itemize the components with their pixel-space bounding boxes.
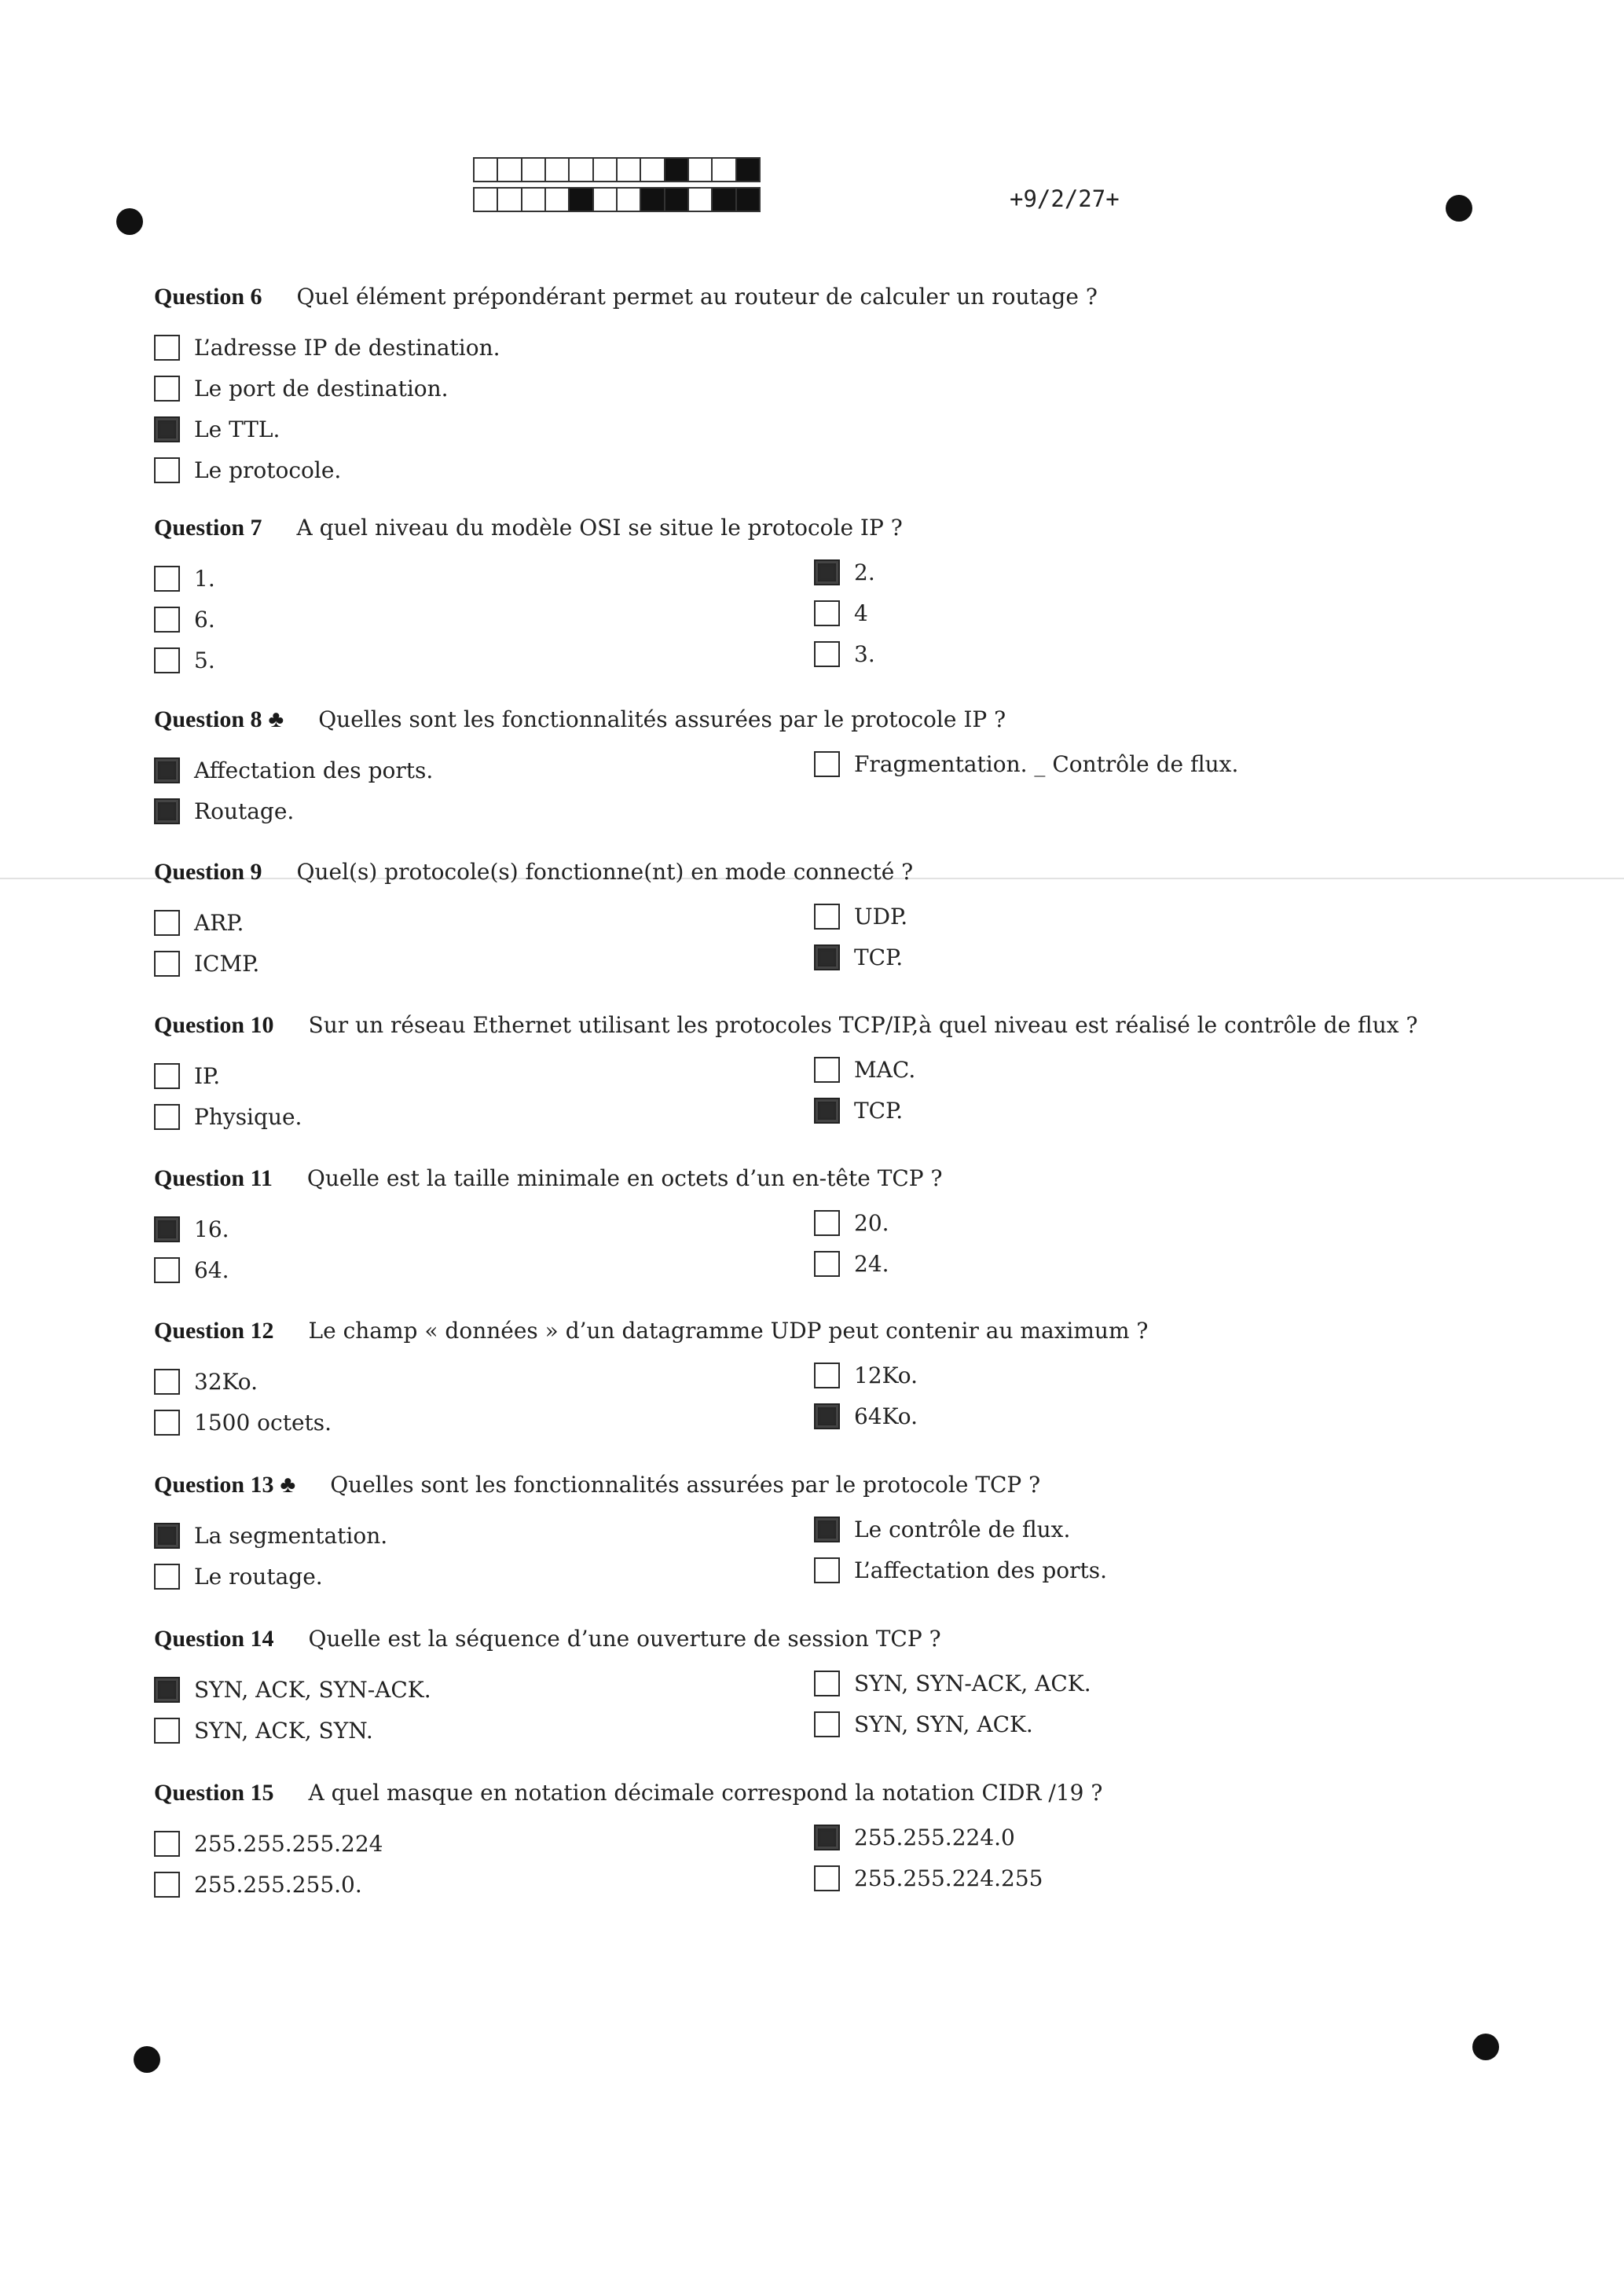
question-text: A quel masque en notation décimale correspond la notation CIDR /19 ? bbox=[308, 1780, 1103, 1806]
barcode-cell bbox=[737, 189, 759, 211]
checkbox-empty[interactable] bbox=[814, 1363, 840, 1388]
answer-label: Le contrôle de flux. bbox=[854, 1516, 1071, 1542]
question-text: Quelles sont les fonctionnalités assurées par le protocole TCP ? bbox=[330, 1472, 1041, 1498]
checkbox-checked[interactable] bbox=[154, 1216, 180, 1242]
question-number: Question 13 ♣ bbox=[154, 1472, 296, 1498]
question-header bbox=[154, 1469, 1490, 1501]
answer-choices bbox=[154, 327, 1490, 490]
question-text: Quelles sont les fonctionnalités assurées par le protocole IP ? bbox=[318, 706, 1006, 732]
answer-column-left bbox=[154, 1823, 814, 1905]
registration-mark-bottom-left bbox=[134, 2046, 160, 2073]
answer-option[interactable] bbox=[814, 937, 1474, 977]
answer-label: Le port de destination. bbox=[194, 375, 449, 402]
answer-label: La segmentation. bbox=[194, 1522, 388, 1549]
checkbox-checked[interactable] bbox=[814, 559, 840, 585]
answer-label: 255.255.255.224 bbox=[194, 1830, 383, 1857]
answer-label: Fragmentation. _ Contrôle de flux. bbox=[854, 750, 1239, 777]
answer-label: L’affectation des ports. bbox=[854, 1557, 1108, 1583]
checkbox-empty[interactable] bbox=[154, 376, 180, 402]
answer-choices bbox=[154, 1055, 1490, 1137]
barcode-cell bbox=[737, 159, 759, 181]
answer-column-left bbox=[154, 1361, 814, 1443]
answer-label: Affectation des ports. bbox=[194, 757, 434, 783]
question-block bbox=[154, 1010, 1490, 1137]
question-number: Question 14 bbox=[154, 1626, 274, 1652]
answer-option[interactable] bbox=[154, 640, 814, 680]
answer-choices bbox=[154, 1361, 1490, 1443]
question-number: Question 7 bbox=[154, 515, 262, 541]
checkbox-empty[interactable] bbox=[814, 1251, 840, 1277]
checkbox-empty[interactable] bbox=[814, 641, 840, 667]
barcode-cell bbox=[689, 159, 713, 181]
barcode-cell bbox=[665, 189, 689, 211]
checkbox-checked[interactable] bbox=[814, 1517, 840, 1542]
answer-option[interactable] bbox=[154, 599, 814, 640]
checkbox-empty[interactable] bbox=[154, 1369, 180, 1395]
answer-option[interactable] bbox=[154, 1096, 814, 1137]
answer-choices bbox=[154, 1209, 1490, 1290]
answer-label: 32Ko. bbox=[194, 1368, 258, 1395]
answer-label: 12Ko. bbox=[854, 1362, 918, 1388]
answer-option[interactable] bbox=[154, 1402, 814, 1443]
checkbox-checked[interactable] bbox=[814, 1825, 840, 1850]
answer-label: 64. bbox=[194, 1256, 229, 1283]
answer-choices bbox=[154, 1515, 1490, 1597]
barcode-cell bbox=[641, 189, 665, 211]
answer-column-left bbox=[154, 327, 814, 490]
checkbox-empty[interactable] bbox=[814, 751, 840, 777]
answer-option[interactable] bbox=[154, 1823, 814, 1864]
answer-column-left bbox=[154, 750, 814, 831]
answer-label: L’adresse IP de destination. bbox=[194, 334, 500, 361]
checkbox-empty[interactable] bbox=[814, 904, 840, 930]
barcode-cell bbox=[665, 159, 689, 181]
answer-label: 1500 octets. bbox=[194, 1409, 332, 1436]
barcode-cell bbox=[641, 159, 665, 181]
question-text: Quel(s) protocole(s) fonctionne(nt) en mode connecté ? bbox=[296, 859, 914, 885]
answer-option[interactable] bbox=[154, 1515, 814, 1556]
barcode-cell bbox=[570, 189, 593, 211]
barcode-cell bbox=[594, 189, 618, 211]
barcode-cell bbox=[618, 159, 641, 181]
answer-column-right bbox=[814, 1663, 1474, 1751]
answer-option[interactable] bbox=[154, 1864, 814, 1905]
checkbox-empty[interactable] bbox=[814, 1057, 840, 1083]
answer-label: IP. bbox=[194, 1062, 221, 1089]
checkbox-checked[interactable] bbox=[814, 944, 840, 970]
barcode-cell bbox=[522, 189, 546, 211]
answer-option[interactable] bbox=[814, 1509, 1474, 1550]
question-header bbox=[154, 1777, 1490, 1809]
question-text: Le champ « données » d’un datagramme UDP peut contenir au maximum ? bbox=[308, 1318, 1149, 1344]
question-number: Question 6 bbox=[154, 284, 262, 310]
question-block bbox=[154, 856, 1490, 984]
answer-choices bbox=[154, 558, 1490, 680]
checkbox-empty[interactable] bbox=[154, 457, 180, 483]
answer-column-right bbox=[814, 896, 1474, 984]
barcode-cell bbox=[498, 159, 522, 181]
answer-column-right bbox=[814, 552, 1474, 680]
answer-label: 24. bbox=[854, 1250, 889, 1277]
answer-option[interactable] bbox=[814, 1396, 1474, 1436]
barcode-cell bbox=[618, 189, 641, 211]
answer-option[interactable] bbox=[154, 750, 814, 790]
barcode-cell bbox=[713, 189, 736, 211]
checkbox-empty[interactable] bbox=[154, 1564, 180, 1590]
answer-option[interactable] bbox=[814, 743, 1474, 784]
answer-label: SYN, ACK, SYN. bbox=[194, 1717, 373, 1744]
question-header bbox=[154, 512, 1490, 544]
answer-label: 255.255.255.0. bbox=[194, 1871, 362, 1898]
question-block bbox=[154, 1623, 1490, 1751]
answer-option[interactable] bbox=[154, 790, 814, 831]
answer-label: 255.255.224.0 bbox=[854, 1824, 1015, 1850]
registration-mark-bottom-right bbox=[1472, 2034, 1499, 2060]
answer-option[interactable] bbox=[154, 943, 814, 984]
question-header bbox=[154, 704, 1490, 735]
checkbox-checked[interactable] bbox=[154, 1677, 180, 1703]
answer-label: 3. bbox=[854, 640, 875, 667]
checkbox-empty[interactable] bbox=[154, 607, 180, 633]
answer-option[interactable] bbox=[814, 1704, 1474, 1744]
answer-label: TCP. bbox=[854, 1097, 904, 1124]
answer-label: 20. bbox=[854, 1209, 889, 1236]
answer-label: ARP. bbox=[194, 909, 244, 936]
question-text: Quelle est la séquence d’une ouverture de session TCP ? bbox=[308, 1626, 941, 1652]
checkbox-empty[interactable] bbox=[814, 1671, 840, 1696]
answer-option[interactable] bbox=[154, 1669, 814, 1710]
student-id-barcode bbox=[473, 157, 761, 214]
answer-option[interactable] bbox=[814, 552, 1474, 592]
registration-mark-top-left bbox=[116, 208, 143, 235]
checkbox-checked[interactable] bbox=[154, 416, 180, 442]
checkbox-empty[interactable] bbox=[154, 951, 180, 977]
checkbox-checked[interactable] bbox=[814, 1403, 840, 1429]
answer-label: MAC. bbox=[854, 1056, 916, 1083]
barcode-cell bbox=[546, 189, 570, 211]
barcode-cell bbox=[475, 189, 498, 211]
checkbox-empty[interactable] bbox=[814, 600, 840, 626]
checkbox-checked[interactable] bbox=[154, 757, 180, 783]
question-block bbox=[154, 1163, 1490, 1290]
checkbox-checked[interactable] bbox=[814, 1098, 840, 1124]
question-header bbox=[154, 1623, 1490, 1655]
barcode-row bbox=[473, 157, 761, 182]
answer-column-right bbox=[814, 743, 1474, 831]
checkbox-empty[interactable] bbox=[154, 1718, 180, 1744]
checkbox-empty[interactable] bbox=[814, 1210, 840, 1236]
answer-label: 4 bbox=[854, 600, 868, 626]
answer-option[interactable] bbox=[814, 1202, 1474, 1243]
registration-mark-top-right bbox=[1446, 195, 1472, 222]
question-number: Question 12 bbox=[154, 1318, 274, 1344]
multiple-answer-clubs-icon: ♣ bbox=[268, 706, 284, 732]
checkbox-empty[interactable] bbox=[814, 1557, 840, 1583]
question-header bbox=[154, 1315, 1490, 1347]
question-number: Question 8 ♣ bbox=[154, 706, 284, 732]
question-block bbox=[154, 512, 1490, 680]
barcode-cell bbox=[594, 159, 618, 181]
question-text: Sur un réseau Ethernet utilisant les protocoles TCP/IP,à quel niveau est réalisé le contrôle de flux ? bbox=[308, 1012, 1418, 1038]
answer-column-left bbox=[154, 902, 814, 984]
page-identifier: +9/2/27+ bbox=[1010, 185, 1120, 212]
answer-label: Routage. bbox=[194, 798, 295, 824]
answer-column-right bbox=[814, 1049, 1474, 1137]
barcode-cell bbox=[546, 159, 570, 181]
answer-option[interactable] bbox=[814, 633, 1474, 674]
answer-column-right bbox=[814, 1509, 1474, 1597]
answer-label: SYN, SYN, ACK. bbox=[854, 1711, 1033, 1737]
answer-option[interactable] bbox=[814, 1243, 1474, 1284]
checkbox-checked[interactable] bbox=[154, 1523, 180, 1549]
answer-label: ICMP. bbox=[194, 950, 260, 977]
answer-label: Le protocole. bbox=[194, 457, 342, 483]
question-text: Quelle est la taille minimale en octets d’un en-tête TCP ? bbox=[306, 1165, 943, 1191]
barcode-cell bbox=[689, 189, 713, 211]
answer-option[interactable] bbox=[814, 1090, 1474, 1131]
answer-option[interactable] bbox=[154, 1710, 814, 1751]
question-text: Quel élément prépondérant permet au routeur de calculer un routage ? bbox=[296, 284, 1098, 310]
answer-option[interactable] bbox=[814, 1817, 1474, 1858]
multiple-answer-clubs-icon: ♣ bbox=[280, 1472, 296, 1498]
barcode-row bbox=[473, 187, 761, 212]
checkbox-empty[interactable] bbox=[154, 1410, 180, 1436]
question-block bbox=[154, 704, 1490, 831]
barcode-cell bbox=[570, 159, 593, 181]
answer-label: 1. bbox=[194, 565, 215, 592]
answer-label: SYN, SYN-ACK, ACK. bbox=[854, 1670, 1091, 1696]
question-number: Question 15 bbox=[154, 1780, 274, 1806]
answer-option[interactable] bbox=[154, 368, 814, 409]
answer-option[interactable] bbox=[814, 592, 1474, 633]
answer-column-left bbox=[154, 1055, 814, 1137]
answer-option[interactable] bbox=[154, 1209, 814, 1249]
checkbox-checked[interactable] bbox=[154, 798, 180, 824]
barcode-cell bbox=[713, 159, 736, 181]
question-block bbox=[154, 1777, 1490, 1905]
checkbox-empty[interactable] bbox=[154, 910, 180, 936]
checkbox-empty[interactable] bbox=[154, 566, 180, 592]
answer-option[interactable] bbox=[154, 1361, 814, 1402]
answer-choices bbox=[154, 750, 1490, 831]
answer-option[interactable] bbox=[814, 1663, 1474, 1704]
answer-option[interactable] bbox=[154, 449, 814, 490]
answer-option[interactable] bbox=[154, 558, 814, 599]
answer-label: TCP. bbox=[854, 944, 904, 970]
answer-label: Le routage. bbox=[194, 1563, 323, 1590]
answer-label: UDP. bbox=[854, 903, 908, 930]
answer-label: 255.255.224.255 bbox=[854, 1865, 1043, 1891]
answer-option[interactable] bbox=[154, 1055, 814, 1096]
answer-label: Le TTL. bbox=[194, 416, 280, 442]
barcode-cell bbox=[522, 159, 546, 181]
question-header bbox=[154, 281, 1490, 313]
question-block bbox=[154, 1469, 1490, 1597]
answer-label: Physique. bbox=[194, 1103, 302, 1130]
answer-choices bbox=[154, 902, 1490, 984]
answer-label: SYN, ACK, SYN-ACK. bbox=[194, 1676, 431, 1703]
answer-label: 64Ko. bbox=[854, 1403, 918, 1429]
answer-option[interactable] bbox=[814, 896, 1474, 937]
answer-label: 6. bbox=[194, 606, 215, 633]
answer-column-left bbox=[154, 558, 814, 680]
checkbox-empty[interactable] bbox=[154, 1872, 180, 1898]
answer-choices bbox=[154, 1669, 1490, 1751]
answer-option[interactable] bbox=[814, 1858, 1474, 1898]
barcode-cell bbox=[498, 189, 522, 211]
question-header bbox=[154, 1163, 1490, 1194]
answer-choices bbox=[154, 1823, 1490, 1905]
answer-column-right bbox=[814, 1355, 1474, 1443]
answer-option[interactable] bbox=[814, 1049, 1474, 1090]
checkbox-empty[interactable] bbox=[154, 335, 180, 361]
checkbox-empty[interactable] bbox=[154, 1063, 180, 1089]
checkbox-empty[interactable] bbox=[814, 1711, 840, 1737]
question-number: Question 9 bbox=[154, 859, 262, 885]
checkbox-empty[interactable] bbox=[814, 1865, 840, 1891]
answer-option[interactable] bbox=[814, 1550, 1474, 1590]
question-block bbox=[154, 281, 1490, 490]
question-header bbox=[154, 1010, 1490, 1041]
answer-option[interactable] bbox=[154, 327, 814, 368]
answer-label: 5. bbox=[194, 647, 215, 673]
answer-option[interactable] bbox=[154, 409, 814, 449]
question-header bbox=[154, 856, 1490, 888]
question-number: Question 10 bbox=[154, 1012, 274, 1038]
checkbox-empty[interactable] bbox=[154, 1257, 180, 1283]
answer-column-left bbox=[154, 1209, 814, 1290]
answer-option[interactable] bbox=[154, 1556, 814, 1597]
answer-option[interactable] bbox=[154, 902, 814, 943]
barcode-cell bbox=[475, 159, 498, 181]
checkbox-empty[interactable] bbox=[154, 647, 180, 673]
question-block bbox=[154, 1315, 1490, 1443]
question-number: Question 11 bbox=[154, 1165, 273, 1191]
answer-column-left bbox=[154, 1669, 814, 1751]
checkbox-empty[interactable] bbox=[154, 1831, 180, 1857]
answer-option[interactable] bbox=[814, 1355, 1474, 1396]
answer-column-right bbox=[814, 1817, 1474, 1905]
answer-column-right bbox=[814, 1202, 1474, 1290]
checkbox-empty[interactable] bbox=[154, 1104, 180, 1130]
question-text: A quel niveau du modèle OSI se situe le protocole IP ? bbox=[296, 515, 903, 541]
answer-label: 2. bbox=[854, 559, 875, 585]
answer-label: 16. bbox=[194, 1216, 229, 1242]
answer-column-left bbox=[154, 1515, 814, 1597]
answer-option[interactable] bbox=[154, 1249, 814, 1290]
